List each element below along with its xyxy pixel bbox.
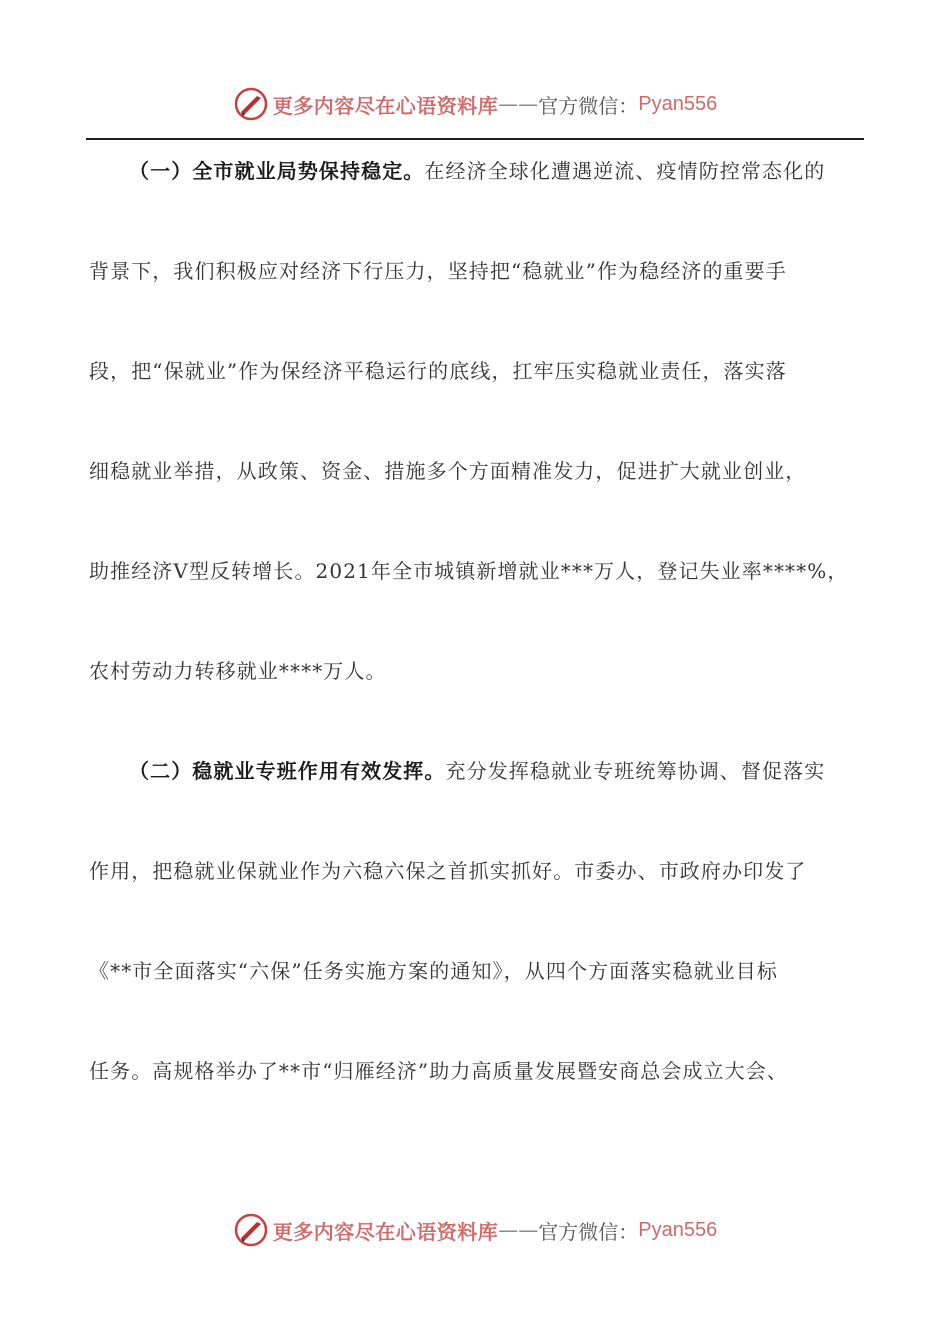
section1-line: 在经济全球化遭遇逆流、疫情防控常态化的 — [424, 159, 826, 183]
footer-banner — [0, 1210, 950, 1250]
section1-line: 细稳就业举措，从政策、资金、措施多个方面精准发力，促进扩大就业创业， — [89, 459, 807, 483]
header-divider — [86, 138, 864, 140]
section2-line: 任务。高规格举办了**市“归雁经济”助力高质量发展暨安商总会成立大会、 — [89, 1059, 788, 1083]
section2-line: 作用，把稳就业保就业作为六稳六保之首抓实抓好。市委办、市政府办印发了 — [89, 859, 807, 883]
section2-first-line — [89, 746, 869, 796]
section2-heading: （二）稳就业专班作用有效发挥。 — [129, 759, 446, 783]
section1-first-line — [89, 146, 869, 196]
banner-label: 官方微信： — [538, 93, 639, 118]
section1-line: 背景下，我们积极应对经济下行压力，坚持把“稳就业”作为稳经济的重要手 — [89, 259, 787, 283]
banner-wechat-id: Pyan556 — [638, 1218, 718, 1241]
banner-wechat-id: Pyan556 — [638, 92, 718, 115]
section1-line: 助推经济V型反转增长。2021年全市城镇新增就业***万人，登记失业率****%， — [89, 559, 849, 583]
section1-line: 农村劳动力转移就业****万人。 — [89, 659, 387, 683]
banner-title: 更多内容尽在心语资料库 — [272, 93, 499, 118]
header-banner — [0, 84, 950, 124]
document-body — [89, 146, 869, 1096]
section2-line: 充分发挥稳就业专班统筹协调、督促落实 — [445, 759, 826, 783]
pen-logo-icon — [233, 1212, 269, 1248]
banner-label: 官方微信： — [538, 1219, 639, 1244]
banner-separator: —— — [498, 92, 539, 116]
banner-separator: —— — [498, 1218, 539, 1242]
section2-line: 《**市全面落实“六保”任务实施方案的通知》，从四个方面落实稳就业目标 — [89, 959, 778, 983]
banner-title: 更多内容尽在心语资料库 — [272, 1219, 499, 1244]
pen-logo-icon — [233, 86, 269, 122]
section1-line: 段，把“保就业”作为保经济平稳运行的底线，扛牢压实稳就业责任，落实落 — [89, 359, 787, 383]
section1-heading: （一）全市就业局势保持稳定。 — [129, 159, 425, 183]
